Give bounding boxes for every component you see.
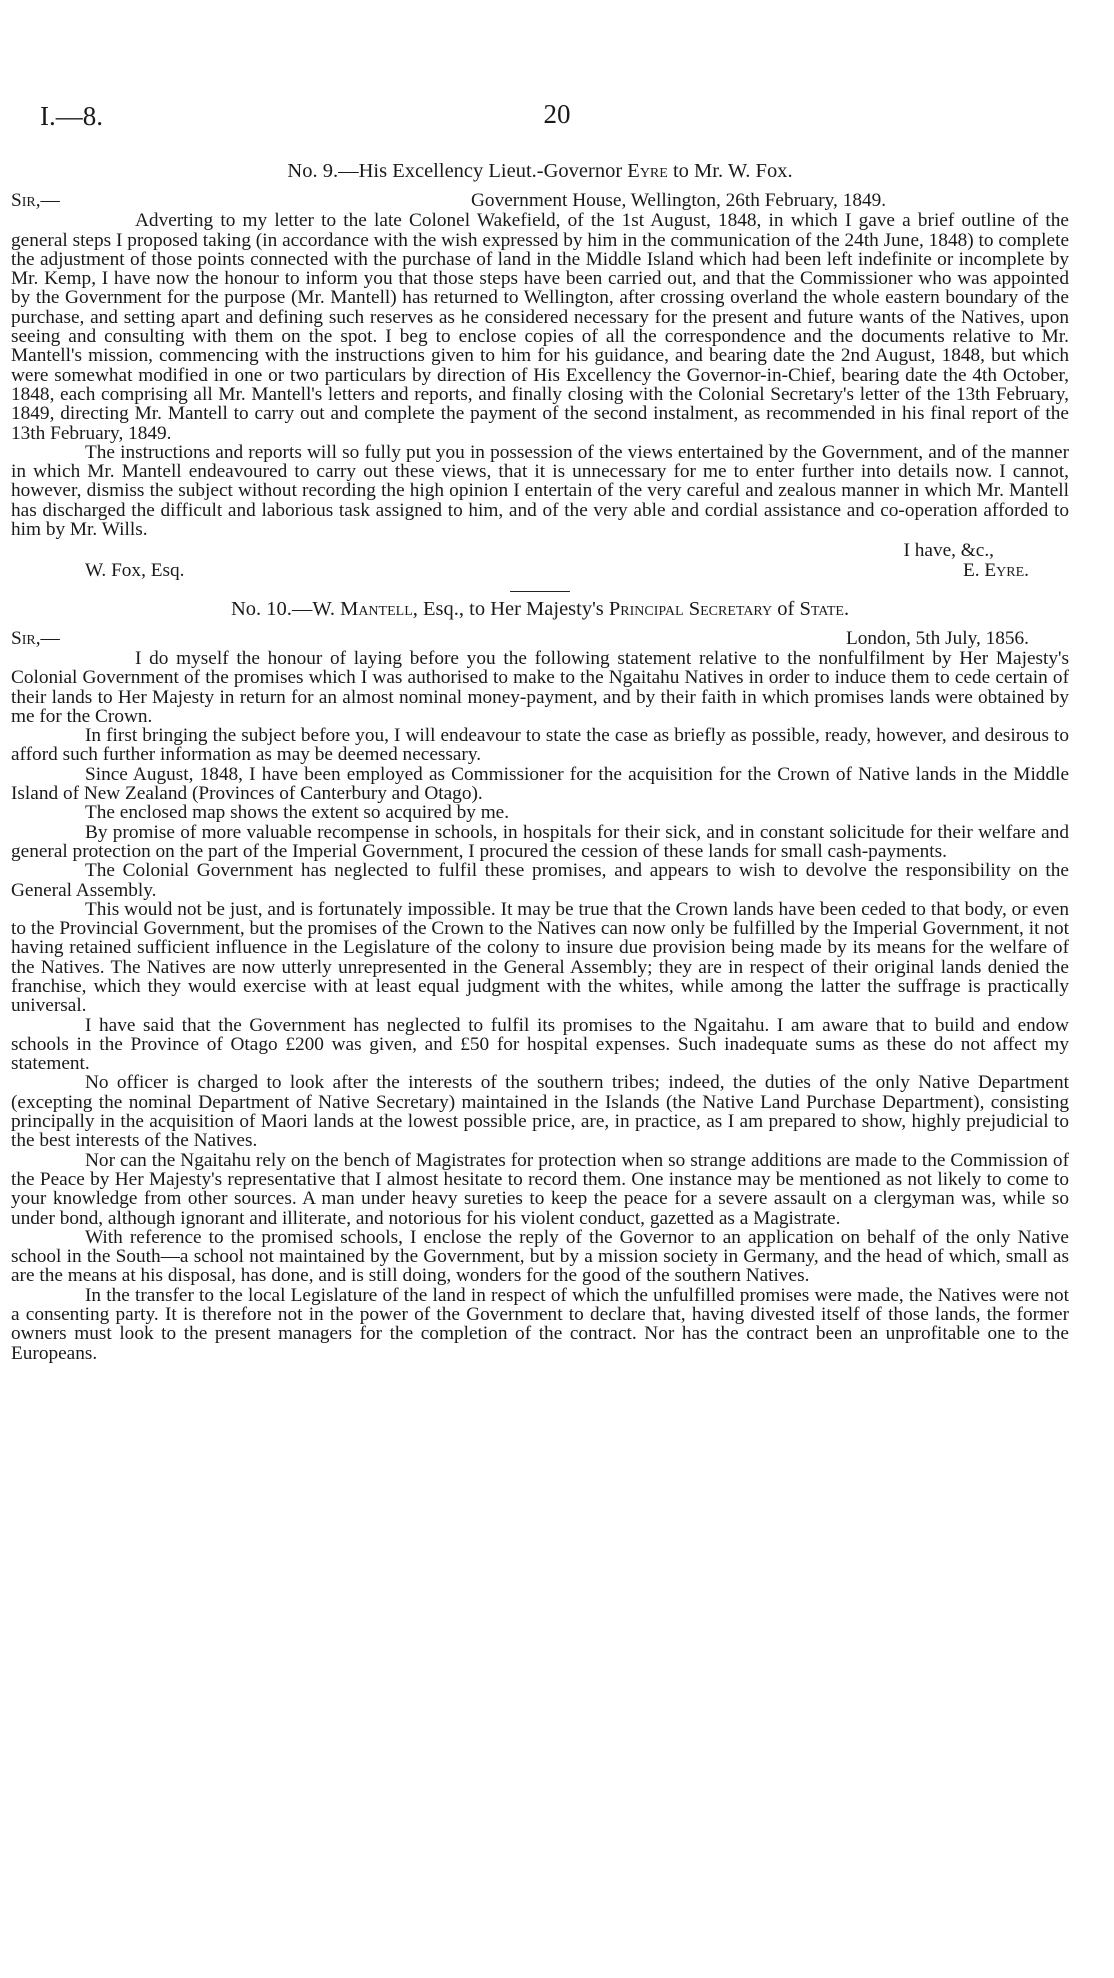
letter-9-paragraph: Adverting to my letter to the late Colonel Wakefield, of the 1st August, 1848, in which I gave a brief outline of the general steps I proposed taking (in accordance with the wish expressed by him in the communication of the 24th June, 1848) to complete the adjustment of those points connected with the purchase of land in the Middle Island which had been left indefinite or incomplete by Mr. Kemp, I have now the honour to inform you that those steps have been carried out, and that the Commissioner who was appointed by the Government for the purpose (Mr. Mantell) has returned to Wellington, after crossing overland the whole eastern boundary of the purchase, and setting apart and defining such reserves as he considered necessary for the present and future wants of the Natives, upon seeing and consulting with them on the spot. I beg to enclose copies of all the correspondence and the documents relative to Mr. Mantell's mission, commencing with the instructions given to him for his guidance, and bearing date the 2nd August, 1848, but which were somewhat modified in one or two particulars by direction of His Excellency the Governor-in-Chief, bearing date the 4th October, 1848, each comprising all Mr. Mantell's letters and reports, and finally closing with the Colonial Secretary's letter of the 13th February, 1849, directing Mr. Mantell to carry out and complete the payment of the second instalment, as recommended in his final report of the 13th February, 1849.	[11, 210, 1069, 444]
letter-9-heading-sender: Eyre	[627, 160, 668, 182]
letter-10-paragraph: In first bringing the subject before you, I will endeavour to state the case as briefly as possible, ready, however, and desirous to afford such further information as may be deemed necessary.	[11, 725, 1069, 766]
letter-9-heading-suffix: to Mr. W. Fox.	[672, 160, 793, 182]
letter-9-heading-prefix: No. 9.—His Excellency Lieut.-Governor	[287, 160, 623, 182]
letter-9-place-date: Government House, Wellington, 26th February, 1849.	[471, 190, 887, 212]
letter-10-paragraph: The enclosed map shows the extent so acquired by me.	[85, 802, 510, 824]
page-body	[11, 150, 1069, 1363]
letter-9-signature-row	[11, 561, 1069, 587]
letter-10-heading-of: of	[777, 597, 795, 620]
letter-10-heading-end: .	[843, 597, 850, 620]
letter-10-paragraph: By promise of more valuable recompense in schools, in hospitals for their sick, and in constant solicitude for their welfare and general protection on the part of the Imperial Government, I procured the cession of these lands for small cash-payments.	[11, 821, 1069, 862]
letter-10-place-date: London, 5th July, 1856.	[846, 627, 1029, 649]
letter-10-heading	[11, 597, 1069, 620]
document-reference: I.—8.	[40, 101, 103, 131]
letter-9-signature: E. Eyre.	[962, 559, 1029, 581]
letter-9-salutation: Sir,—	[11, 190, 60, 212]
letter-10-salutation: Sir,—	[11, 627, 60, 649]
letter-10-paragraph: I do myself the honour of laying before you the following statement relative to the nonfulfilment by Her Majesty's Colonial Government of the promises which I was authorised to make to the Ngaitahu Natives in order to induce them to cede certain of their lands to Her Majesty in return for an almost nominal money-payment, and by their faith in which promises lands were obtained by me for the Crown.	[11, 647, 1069, 727]
letter-10-heading-prefix: No. 10.—W.	[230, 597, 335, 620]
letter-9-salutation-row	[11, 191, 1069, 211]
letter-9-closing: I have, &c.,	[903, 540, 994, 562]
letter-9-heading	[11, 162, 1069, 181]
letter-10-paragraph: Nor can the Ngaitahu rely on the bench of Magistrates for protection when so strange additions are made to the Commission of the Peace by Her Majesty's representative that I almost hesitate to record them. One instance may be mentioned as not likely to come to your knowledge from other sources. A man under heavy sureties to keep the peace for a severe assault on a clergyman was, while so under bond, although ignorant and illiterate, and notorious for his violent conduct, gazetted as a Magistrate.	[11, 1149, 1069, 1229]
section-divider	[510, 591, 570, 592]
letter-10-heading-mid: , Esq., to Her Majesty's	[412, 597, 604, 620]
letter-10-heading-recipient: Principal Secretary	[608, 597, 773, 620]
letter-9-paragraph: The instructions and reports will so fully put you in possession of the views entertained by the Government, and of the manner in which Mr. Mantell endeavoured to carry out these views, that it is unnecessary for me to enter further into details now. I cannot, however, dismiss the subject without recording the high opinion I entertain of the very careful and zealous manner in which Mr. Mantell has discharged the difficult and laborious task assigned to him, and of the very able and cordial assistance and co-operation afforded to him by Mr. Wills.	[11, 441, 1069, 541]
letter-9-addressee: W. Fox, Esq.	[85, 559, 185, 581]
letter-10-paragraph: In the transfer to the local Legislature of the land in respect of which the unfulfilled promises were made, the Natives were not a consenting party. It is therefore not in the power of the Government to declare that, having divested itself of those lands, the former owners must look to the present managers for the completion of the contract. Nor has the contract been an unprofitable one to the Europeans.	[11, 1284, 1069, 1364]
letter-10-paragraph: Since August, 1848, I have been employed as Commissioner for the acquisition for the Crown of Native lands in the Middle Island of New Zealand (Provinces of Canterbury and Otago).	[11, 763, 1069, 805]
letter-10-paragraph: I have said that the Government has neglected to fulfil its promises to the Ngaitahu. I am aware that to build and endow schools in the Province of Otago £200 was given, and £50 for hospital expenses. Such inadequate sums as these do not affect my statement.	[11, 1014, 1069, 1075]
page-number: 20	[543, 99, 571, 129]
letter-10-heading-state: State	[799, 597, 844, 620]
letter-10-paragraph: No officer is charged to look after the interests of the southern tribes; indeed, the duties of the only Native Department (excepting the nominal Department of Native Secretary) maintained in the Islands (the Native Land Purchase Department), consisting principally in the acquisition of Maori lands at the lowest possible price, are, in practice, as I am prepared to show, highly prejudicial to the best interests of the Natives.	[11, 1072, 1069, 1152]
letter-10-paragraph: This would not be just, and is fortunately impossible. It may be true that the Crown lands have been ceded to that body, or even to the Provincial Government, but the promises of the Crown to the Natives can now only be fulfilled by the Imperial Government, it not having retained sufficient influence in the Legislature of the colony to insure due provision being made by its means for the welfare of the Natives. The Natives are now utterly unrepresented in the General Assembly; they are in respect of their original lands denied the franchise, which they would exercise with at least equal judgment with the whites, while among the latter the suffrage is practically universal.	[11, 898, 1069, 1017]
letter-10-salutation-row	[11, 629, 1069, 649]
letter-10-paragraph: With reference to the promised schools, I enclose the reply of the Governor to an application on behalf of the only Native school in the South—a school not maintained by the Government, but by a mission society in Germany, and the head of which, small as are the means at his disposal, has done, and is still doing, wonders for the good of the southern Natives.	[11, 1226, 1069, 1287]
letter-10-paragraph: The Colonial Government has neglected to fulfil these promises, and appears to wish to devolve the responsibility on the General Assembly.	[11, 860, 1069, 901]
letter-10-heading-sender: Mantell	[340, 597, 413, 620]
